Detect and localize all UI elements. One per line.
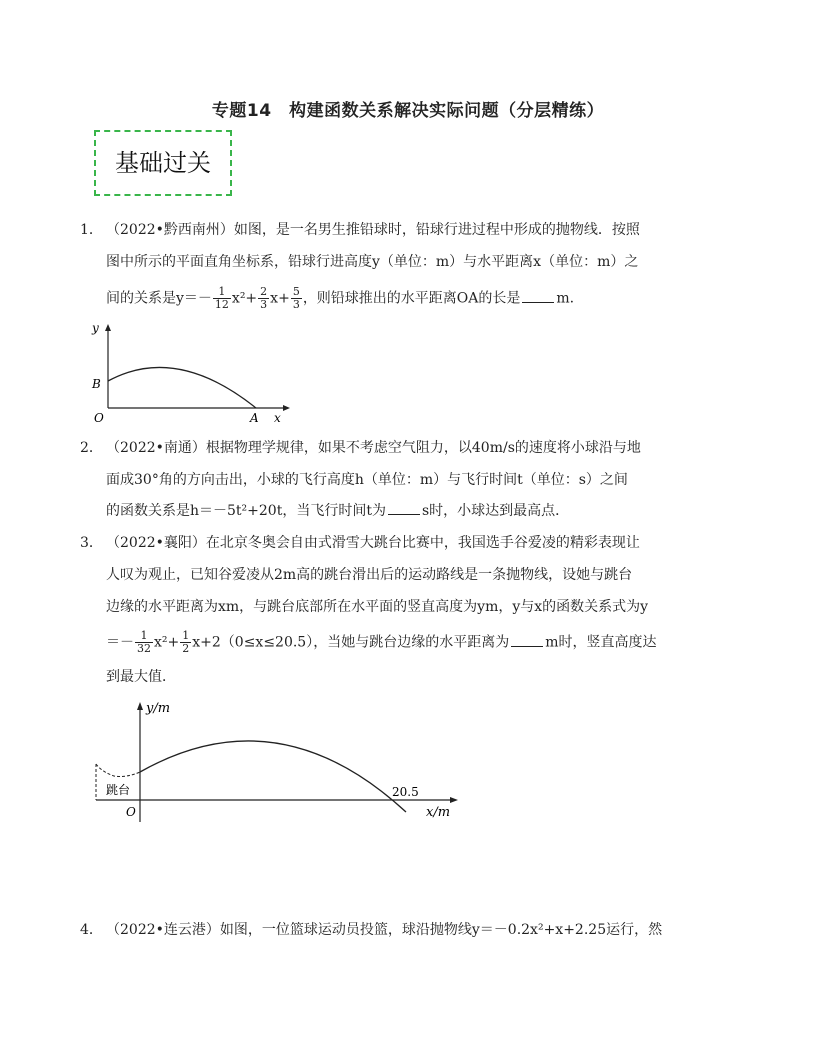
q1-y-label: y — [92, 321, 99, 335]
q2-text-1: （2022•南通）根据物理学规律，如果不考虑空气阻力，以40m/s的速度将小球沿与地 — [106, 440, 641, 456]
q1-unit: m. — [556, 290, 575, 307]
q1-x-arrow-icon — [283, 405, 290, 411]
q1-answer-blank[interactable] — [522, 288, 554, 303]
q3-frac-2: $\frac{1}{2}$ — [182, 629, 190, 655]
q4-number: 4． — [80, 922, 103, 938]
q1-y-arrow-icon — [105, 324, 111, 331]
q2-text-post: s时，小球达到最高点． — [421, 503, 570, 519]
q1-text-post: ，则铅球推出的水平距离OA的长是 — [302, 290, 521, 307]
q1-x-label: x — [274, 411, 281, 425]
q3-answer-blank[interactable] — [511, 632, 543, 647]
q1-origin-label: O — [94, 411, 104, 425]
q1-frac-2: $\frac{2}{3}$ — [260, 285, 268, 311]
q1-number: 1． — [80, 222, 103, 238]
q3-x-arrow-icon — [450, 797, 458, 803]
q3-text-pre: ＝－ — [106, 634, 134, 651]
q4-line1 — [80, 920, 730, 940]
q3-line3: 边缘的水平距离为xm，与跳台底部所在水平面的竖直高度为ym，y与x的函数关系式为y — [106, 599, 649, 615]
q3-line2: 人叹为观止，已知谷爱凌从2m高的跳台滑出后的运动路线是一条抛物线，设她与跳台 — [106, 567, 633, 583]
q3-line1 — [80, 533, 730, 553]
q3-text-mid1: x²+ — [154, 634, 180, 651]
q3-origin-label: O — [126, 805, 136, 819]
q1-text-mid1: x²+ — [231, 290, 258, 307]
q1-frac-3: $\frac{5}{3}$ — [292, 285, 300, 311]
q1-figure — [84, 318, 304, 430]
page-title: 专题14 构建函数关系解决实际问题（分层精练） — [211, 101, 605, 121]
q3-line4 — [80, 630, 756, 655]
q2-answer-blank[interactable] — [388, 500, 420, 515]
q3-platform-label: 跳台 — [106, 783, 131, 797]
q1-line2: 图中所示的平面直角坐标系，铅球行进高度y（单位：m）与水平距离x（单位：m）之 — [106, 254, 639, 270]
q1-line3 — [80, 286, 756, 311]
section-label: 基础过关 — [115, 149, 211, 177]
q3-text-1: （2022•襄阳）在北京冬奥会自由式滑雪大跳台比赛中，我国选手谷爱凌的精彩表现让 — [106, 535, 640, 551]
q3-mark-label: 20.5 — [392, 785, 419, 799]
q3-text-mid: x+2（0≤x≤20.5），当她与跳台边缘的水平距离为 — [192, 634, 510, 651]
q1-parabola — [108, 367, 256, 408]
q3-trajectory — [140, 741, 406, 812]
q3-frac-1: $\frac{1}{32}$ — [137, 629, 151, 655]
q1-text-1: （2022•黔西南州）如图，是一名男生推铅球时，铅球行进过程中形成的抛物线．按照 — [106, 222, 640, 238]
q1-frac-1: $\frac{1}{12}$ — [214, 285, 229, 311]
q1-text-pre: 间的关系是y＝－ — [106, 290, 212, 307]
q1-text-mid2: x+ — [270, 290, 290, 307]
q2-line3 — [80, 500, 756, 521]
q2-number: 2． — [80, 440, 103, 456]
q2-text-pre: 的函数关系是h＝－5t²+20t，当飞行时间t为 — [106, 503, 386, 519]
q3-x-label: x/m — [426, 805, 451, 820]
q3-figure — [86, 696, 466, 826]
q1-a-label: A — [250, 411, 259, 425]
q3-y-label: y/m — [146, 701, 171, 716]
q4-text-1: （2022•连云港）如图，一位篮球运动员投篮，球沿抛物线y＝－0.2x²+x+2.25运行，然 — [106, 922, 663, 938]
q3-y-arrow-icon — [137, 702, 143, 710]
q3-number: 3． — [80, 535, 103, 551]
q3-line5: 到最大值． — [106, 669, 176, 685]
q1-b-label: B — [92, 377, 101, 391]
q2-line2: 面成30°角的方向击出，小球的飞行高度h（单位：m）与飞行时间t（单位：s）之间 — [106, 472, 628, 488]
q1-line1 — [80, 220, 730, 240]
q3-platform-top — [96, 764, 140, 777]
q2-line1 — [80, 438, 730, 458]
q3-text-post: m时，竖直高度达 — [545, 634, 657, 651]
